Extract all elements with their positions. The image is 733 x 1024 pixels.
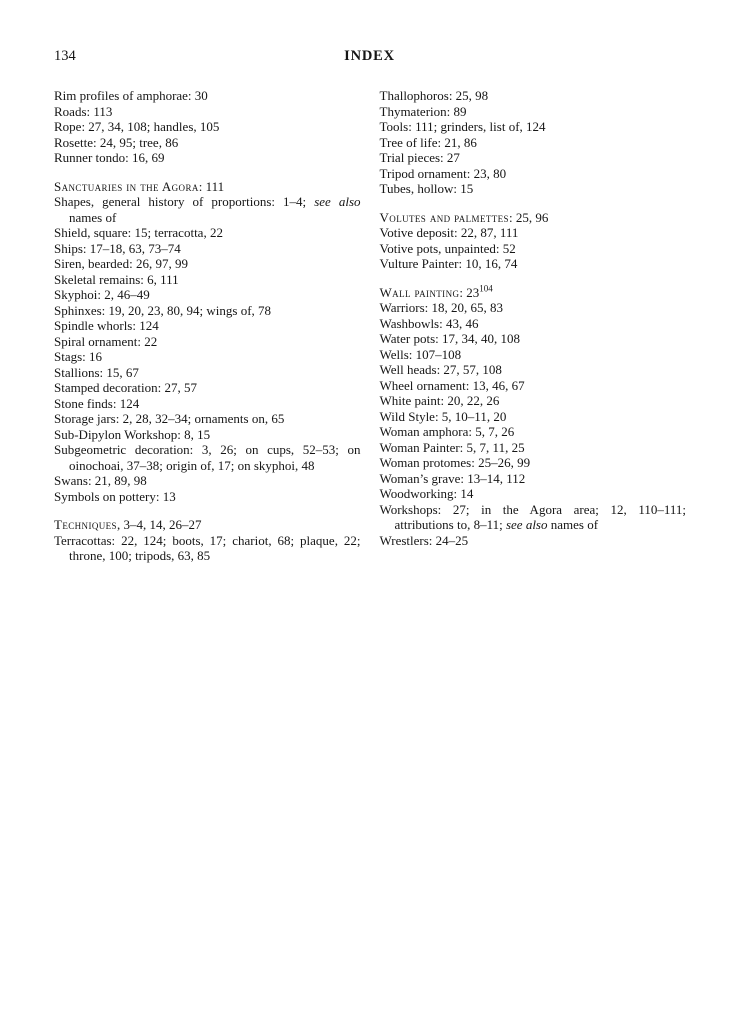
index-column-right (380, 88, 687, 548)
index-entry (54, 256, 361, 272)
index-entry (380, 362, 687, 378)
index-entry (54, 411, 361, 427)
entry-text: Shield, square: 15; terracotta, 22 (54, 225, 223, 240)
index-entry (380, 300, 687, 316)
entry-text: Woodworking: 14 (379, 486, 474, 501)
entry-text: names of (69, 209, 117, 225)
entry-text: Votive deposit: 22, 87, 111 (379, 225, 519, 240)
entry-smallcaps-text: Volutes and palmettes (379, 209, 509, 225)
index-entry (54, 334, 361, 350)
index-entry (54, 489, 361, 505)
index-entry (54, 287, 361, 303)
entry-text: Skyphoi: 2, 46–49 (54, 287, 150, 302)
index-entry (380, 210, 687, 226)
index-entry (54, 194, 361, 225)
entry-italic-text: see also (314, 194, 361, 209)
index-columns (54, 88, 686, 564)
entry-text: names of (547, 517, 599, 532)
entry-smallcaps-text: Techniques (54, 517, 117, 532)
index-entry (380, 440, 687, 456)
entry-text: Wild Style: 5, 10–11, 20 (379, 408, 507, 424)
entry-text: Vulture Painter: 10, 16, 74 (379, 256, 518, 271)
index-entry (380, 88, 687, 104)
entry-text: Tripod ornament: 23, 80 (379, 165, 507, 181)
entry-superscript: 104 (479, 283, 493, 294)
entry-text: Sub-Dipylon Workshop: 8, 15 (54, 426, 211, 442)
index-entry (380, 533, 687, 549)
entry-text: Well heads: 27, 57, 108 (379, 362, 502, 377)
page-header (54, 48, 685, 66)
entry-text: Rim profiles of amphorae: 30 (54, 88, 208, 103)
entry-text: Stallions: 15, 67 (54, 364, 139, 380)
entry-text: Spindle whorls: 124 (54, 318, 159, 333)
index-entry (380, 181, 687, 197)
entry-text: Stone finds: 124 (54, 395, 140, 411)
index-entry (54, 179, 361, 195)
entry-text: Shapes, general history of proportions: 1–4; (54, 194, 315, 209)
entry-text: Ships: 17–18, 63, 73–74 (54, 240, 181, 256)
index-entry (54, 517, 361, 533)
index-entry (54, 396, 361, 412)
index-entry (380, 150, 687, 166)
index-entry (380, 135, 687, 151)
index-entry (380, 409, 687, 425)
entry-text: : 25, 96 (508, 209, 549, 225)
index-entry (380, 502, 687, 533)
index-entry (380, 119, 687, 135)
page-number: 134 (54, 48, 76, 64)
index-entry (54, 318, 361, 334)
index-entry (54, 427, 361, 443)
index-entry (54, 119, 361, 135)
index-entry (380, 166, 687, 182)
entry-text: Stamped decoration: 27, 57 (54, 380, 197, 395)
entry-text: Thallophoros: 25, 98 (379, 88, 489, 103)
entry-text: Skeletal remains: 6, 111 (54, 271, 179, 287)
index-entry (54, 442, 361, 473)
entry-text: Spiral ornament: 22 (54, 333, 158, 349)
entry-text: White paint: 20, 22, 26 (379, 393, 500, 408)
entry-text: Washbowls: 43, 46 (379, 315, 479, 331)
index-entry (380, 455, 687, 471)
index-entry (54, 88, 361, 104)
index-entry (54, 365, 361, 381)
index-entry (54, 241, 361, 257)
index-entry (54, 104, 361, 120)
entry-text: Siren, bearded: 26, 97, 99 (54, 256, 188, 271)
index-entry (54, 303, 361, 319)
index-column-left (54, 88, 361, 564)
entry-text: : 111 (198, 178, 225, 194)
index-entry (380, 256, 687, 272)
index-entry (380, 104, 687, 120)
entry-text: Rope: 27, 34, 108; handles, 105 (54, 119, 220, 134)
entry-text: Subgeometric decoration: 3, 26; on cups, 52–53; on oinochoai, 37–38; origin of, 17; on skyphoi, 48 (54, 442, 361, 473)
index-entry (54, 225, 361, 241)
entry-text: Votive pots, unpainted: 52 (379, 240, 516, 256)
entry-text: Woman protomes: 25–26, 99 (379, 455, 531, 470)
index-entry (54, 135, 361, 151)
index-entry (54, 349, 361, 365)
entry-text: Tubes, hollow: 15 (379, 181, 474, 196)
entry-text: Storage jars: 2, 28, 32–34; ornaments on, 65 (54, 411, 285, 426)
entry-text: Woman Painter: 5, 7, 11, 25 (379, 439, 525, 455)
entry-text: Rosette: 24, 95; tree, 86 (54, 134, 179, 150)
entry-text: Wells: 107–108 (379, 346, 462, 362)
index-entry (380, 225, 687, 241)
index-entry (380, 316, 687, 332)
entry-text: Sphinxes: 19, 20, 23, 80, 94; wings of, 78 (54, 302, 272, 318)
entry-text: Wheel ornament: 13, 46, 67 (379, 377, 525, 393)
index-entry (380, 424, 687, 440)
entry-text: Terracottas: 22, 124; boots, 17; chariot, 68; plaque, 22; throne, 100; tripods, 63, 85 (54, 532, 361, 563)
index-entry (54, 533, 361, 564)
entry-text: Runner tondo: 16, 69 (54, 150, 165, 165)
index-entry (380, 285, 687, 301)
entry-text: Woman’s grave: 13–14, 112 (379, 470, 526, 486)
entry-smallcaps-text: Wall painting (379, 284, 460, 300)
index-entry (380, 393, 687, 409)
entry-text: Tree of life: 21, 86 (379, 134, 477, 150)
index-entry (380, 486, 687, 502)
index-entry (54, 272, 361, 288)
entry-text: , 3–4, 14, 26–27 (116, 517, 202, 532)
entry-text: Workshops: 27; in the Agora area; 12, 110–111; attributions to, 8–11; (379, 501, 686, 532)
entry-italic-text: see also (505, 517, 548, 532)
entry-text: Swans: 21, 89, 98 (54, 473, 147, 488)
index-entry (54, 473, 361, 489)
index-entry (380, 347, 687, 363)
entry-smallcaps-text: Sanctuaries in the Agora (54, 178, 199, 194)
index-entry (54, 150, 361, 166)
entry-text: Wrestlers: 24–25 (379, 532, 469, 548)
entry-text: Trial pieces: 27 (379, 150, 460, 165)
entry-text: Water pots: 17, 34, 40, 108 (379, 331, 520, 346)
entry-text: Symbols on pottery: 13 (54, 488, 176, 504)
index-entry (54, 380, 361, 396)
page-title: INDEX (344, 48, 395, 64)
index-entry (380, 241, 687, 257)
entry-text: Warriors: 18, 20, 65, 83 (379, 300, 504, 315)
entry-text: Stags: 16 (54, 349, 103, 364)
entry-text: Woman amphora: 5, 7, 26 (379, 424, 515, 439)
entry-text: Tools: 111; grinders, list of, 124 (379, 119, 546, 134)
entry-text: Thymaterion: 89 (379, 103, 467, 119)
entry-text: : 23 (459, 284, 480, 300)
index-entry (380, 378, 687, 394)
index-entry (380, 331, 687, 347)
index-entry (380, 471, 687, 487)
entry-text: Roads: 113 (54, 103, 113, 119)
